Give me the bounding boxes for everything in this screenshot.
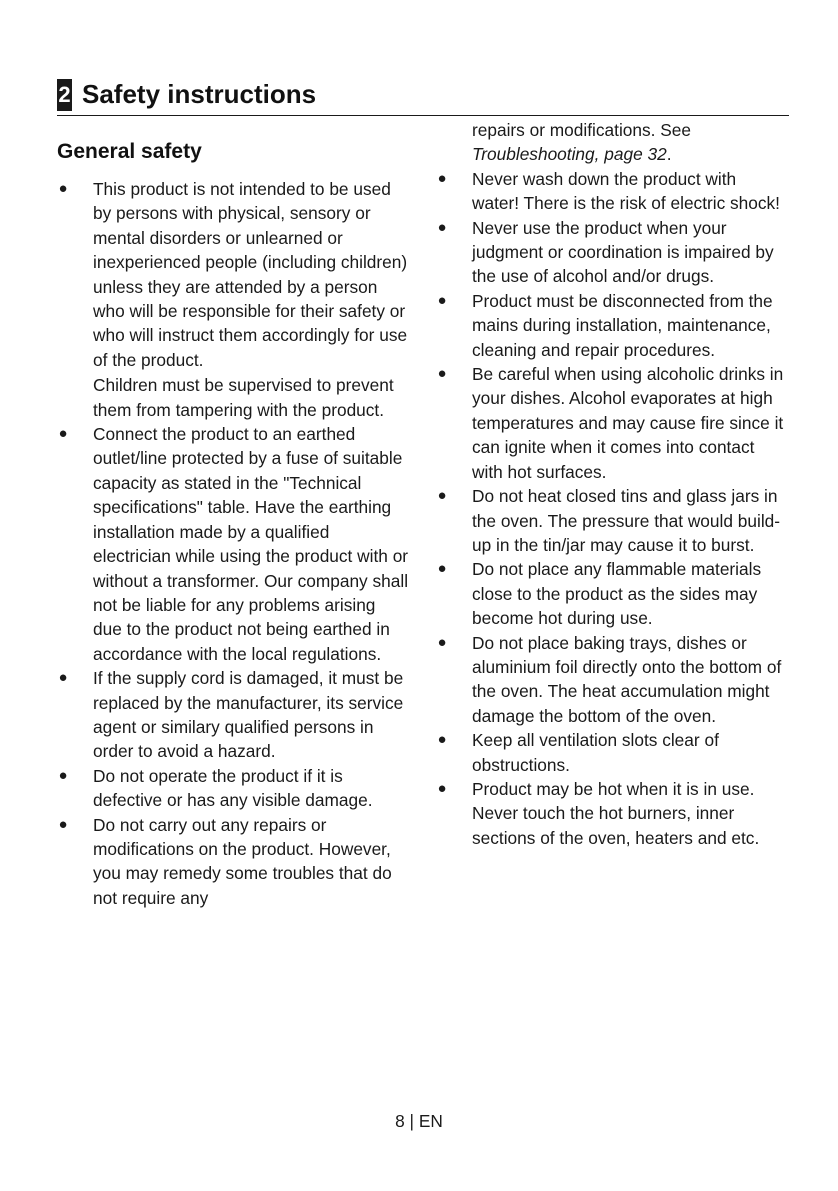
bullet-icon: ● (58, 425, 68, 443)
bullet-icon: ● (437, 218, 447, 236)
list-item (436, 362, 788, 484)
continued-text-end: . (666, 144, 672, 165)
list-item-text: Do not carry out any repairs or modifications on the product. However, you may remedy some troubles that do not require any (93, 814, 392, 908)
list-item (436, 631, 788, 729)
list-item (57, 177, 409, 422)
list-item (57, 666, 409, 764)
section-title: General safety (57, 140, 202, 163)
chapter-number-badge: 2 (57, 79, 72, 111)
list-item-text: Product may be hot when it is in use. Never touch the hot burners, inner sections of the oven, heaters and etc. (472, 778, 760, 848)
list-item-text: Do not heat closed tins and glass jars in the oven. The pressure that would build-up in the tin/jar may cause it to burst. (472, 486, 781, 555)
list-item-text: Keep all ventilation slots clear of obstructions. (472, 730, 719, 775)
bullet-icon: ● (437, 731, 447, 749)
list-item-text: This product is not intended to be used by persons with physical, sensory or mental disorders or unlearned or inexperienced people (including children) unless they are attended by a person who will be responsible for their safety or who will instruct them accordingly for use of the product. (93, 179, 408, 370)
bullet-icon: ● (58, 766, 68, 784)
list-item (436, 167, 788, 216)
list-item-text: Never wash down the product with water! There is the risk of electric shock! (472, 168, 780, 214)
list-item (436, 484, 788, 557)
list-item-text: Never use the product when your judgment or coordination is impaired by the use of alcohol and/or drugs. (472, 217, 774, 287)
bullet-icon: ● (437, 365, 447, 383)
chapter-title: Safety instructions (82, 79, 317, 109)
list-item-text: If the supply cord is damaged, it must be replaced by the manufacturer, its service agent or similary qualified persons in order to avoid a hazard. (93, 668, 404, 762)
list-item (436, 777, 788, 850)
list-item-text: Product must be disconnected from the mains during installation, maintenance, cleaning and repair procedures. (472, 290, 773, 360)
bullet-icon: ● (437, 560, 447, 578)
chapter-header (57, 74, 789, 116)
bullet-icon: ● (437, 779, 447, 797)
list-item-text: Do not place any flammable materials close to the product as the sides may become hot during use. (472, 559, 762, 629)
bullet-icon: ● (437, 169, 447, 187)
list-item-extra-text: Children must be supervised to prevent them from tampering with the product. (93, 375, 394, 420)
bullet-icon: ● (437, 487, 447, 505)
bullet-icon: ● (58, 815, 68, 833)
troubleshooting-reference-link[interactable]: Troubleshooting, page 32 (472, 144, 667, 165)
continued-paragraph (436, 118, 788, 167)
list-item (57, 764, 409, 813)
list-item (436, 216, 788, 289)
left-column (57, 177, 409, 910)
list-item-text: Do not operate the product if it is defective or has any visible damage. (93, 765, 373, 811)
list-item (57, 813, 409, 911)
right-column (436, 118, 788, 850)
list-item-text: Do not place baking trays, dishes or aluminium foil directly onto the bottom of the oven. The heat accumulation might damage the bottom of the oven. (472, 632, 782, 726)
list-item (436, 289, 788, 362)
bullet-icon: ● (437, 291, 447, 309)
list-item-text: Connect the product to an earthed outlet/line protected by a fuse of suitable capacity as stated in the "Technical specifications" table. Have the earthing installation made by a qualified electrician while using the product with or without a transformer. Our company shall not be liable for any problems arising due to the product not being earthed in accordance with the local regulations. (93, 424, 409, 664)
list-item-text: Be careful when using alcoholic drinks in your dishes. Alcohol evaporates at high temperatures and may cause fire since it can ignite when it comes into contact with hot surfaces. (472, 364, 784, 482)
list-item (57, 422, 409, 666)
bullet-icon: ● (58, 180, 68, 197)
page-number: 8 | EN (395, 1111, 443, 1131)
list-item (436, 728, 788, 777)
bullet-icon: ● (58, 669, 68, 687)
list-item (436, 557, 788, 630)
continued-text: repairs or modifications. See (472, 120, 691, 140)
bullet-icon: ● (437, 633, 447, 651)
